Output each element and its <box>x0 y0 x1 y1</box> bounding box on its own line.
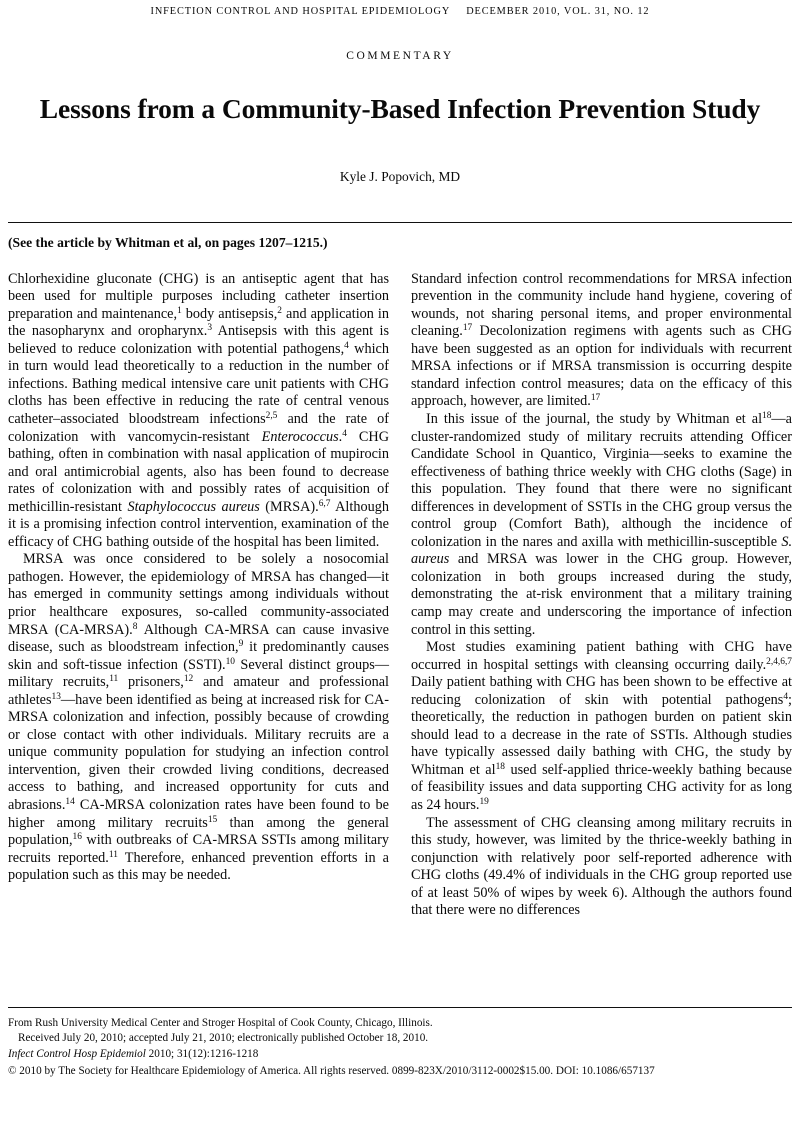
body-paragraph: In this issue of the journal, the study by Whitman et $al^{18}—a$ cluster-randomized study of military recruits attending Officer Candidate School in Quantico, Virginia—seeks to examine the effectiveness of bathing thrice weekly with CHG cloths (Sage) in this population. They found that there were no significant differences in development of SSTIs in the CHG group versus the control group (Comfort Bath), although the incidence of colonization in the nares and axilla with methicillin-susceptible S. aureus and MRSA was lower in the CHG group. However, colonization in both groups increased during the study, demonstrating the at-risk environment that a military training camp may create and underscoring the importance of infection control in this setting. <box>411 411 792 638</box>
right-column <box>411 271 792 920</box>
see-article-note: (See the article by Whitman et al, on pages 1207–1215.) <box>8 234 328 250</box>
author-byline: Kyle J. Popovich, MD <box>339 168 461 184</box>
body-paragraph: Most studies examining patient bathing with CHG have occurred in hospital settings with cleansing occurring daily.$^{2,4,6,7}$ Daily patient bathing with CHG has been shown to be effective at reducing colonization of skin with potential pathogens$^4$; theoretically, the reduction in pathogen burden on patient skin should lead to a decrease in the rate of SSTIs. Although studies have typically assessed daily bathing with CHG, the study by Whitman et $al^{18}$ used self-applied thrice-weekly bathing because of feasibility issues and data supporting CHG activity for as long as 24 hours.$^{19}$ <box>411 639 792 814</box>
body-paragraph: The assessment of CHG cleansing among military recruits in this study, however, was limited by the thrice-weekly bathing in conjunction with relatively poor self-reported adherence with CHG cloths (49.4% of individuals in the CHG group reported use of at least 50% of wipes by week 6). Although the authors found that there were no differences <box>411 814 792 919</box>
body-paragraph: MRSA was once considered to be solely a nosocomial pathogen. However, the epidemiology of MRSA has changed—it has emerged in community settings among individuals without prior healthcare exposures, so-called community-associated MRSA (CA-MRSA).$^8$ Although CA-MRSA can cause invasive disease, such as bloodstream infection,$^9$ it predominantly causes skin and soft-tissue infection (SSTI).$^{10}$ Several distinct groups—military recruits,$^{11}$ prisoners,$^{12}$ and amateur and professional athletes$^{13}$—have been identified as being at increased risk for CA-MRSA colonization and infection, possibly because of crowding or close contact with other individuals. Military recruits are a unique community population for studying an infection control intervention, given their crowded living conditions, decreased access to bathing, and increased opportunity for cuts and abrasions.$^{14}$ CA-MRSA colonization rates have been found to be higher among military recruits$^{15}$ than among the general population,$^{16}$ with outbreaks of CA-MRSA SSTIs among military recruits reported.$^{11}$ Therefore, enhanced prevention efforts in a population such as this may be needed. <box>8 551 390 884</box>
footer-affiliation: From Rush University Medical Center and Stroger Hospital of Cook County, Chicago, Illinois. <box>8 1017 433 1030</box>
footer-citation-journal: Infect Control Hosp Epidemiol <box>8 1047 146 1060</box>
section-kicker: COMMENTARY <box>346 50 454 62</box>
page-title: Lessons from a Community-Based Infection Prevention Study <box>39 93 761 124</box>
left-column <box>8 271 389 920</box>
footer-copyright: © 2010 by The Society for Healthcare Epidemiology of America. All rights reserved. 0899-823X/2010/3112-0002$15.00. DOI: 10.1086/657137 <box>8 1064 655 1077</box>
journal-page <box>0 6 800 1123</box>
header-divider <box>8 222 792 223</box>
body-paragraph: Chlorhexidine gluconate (CHG) is an antiseptic agent that has been used for multiple purposes including catheter insertion preparation and maintenance,$^1$ body antisepsis,$^2$ and application in the nasopharynx and oropharynx.$^3$ Antisepsis with this agent is believed to reduce colonization with potential pathogens,$^4$ which in turn would lead theoretically to a reduction in the number of infections. Bathing medical intensive care unit patients with CHG cloths has been effective in reducing the rate of central venous catheter–associated bloodstream infections$^{2,5}$ and the rate of colonization with vancomycin-resistant Enterococcus.$^4$ CHG bathing, often in combination with nasal application of mupirocin and oral antimicrobial agents, also has been found to decrease rates of colonization with and possibly rates of acquisition of methicillin-resistant Staphylococcus aureus (MRSA).$^{6,7}$ Although it is a promising infection control intervention, examination of the efficacy of CHG bathing outside of the hospital has been limited. <box>8 270 389 550</box>
running-head-issue: DECEMBER 2010, VOL. 31, NO. 12 <box>466 6 650 17</box>
body-columns <box>8 271 792 920</box>
footer-received: Received July 20, 2010; accepted July 21, 2010; electronically published October 18, 2010. <box>18 1032 429 1045</box>
footer-divider <box>8 1007 792 1008</box>
page-footer <box>8 1007 792 1079</box>
footer-citation-rest: 2010; 31(12):1216-1218 <box>145 1047 259 1060</box>
running-head <box>8 6 792 17</box>
body-paragraph: Standard infection control recommendations for MRSA infection prevention in the community include hand hygiene, covering of wounds, not sharing personal items, and proper environmental cleaning.$^{17}$ Decolonization regimens with agents such as CHG have been suggested as an option for individuals with recurrent MRSA infections or if MRSA transmission is occurring despite standard infection control measures; data on the efficacy of this approach, however, are limited.$^{17}$ <box>411 270 792 410</box>
footer-citation <box>8 1047 792 1062</box>
running-head-journal: INFECTION CONTROL AND HOSPITAL EPIDEMIOLOGY <box>150 6 451 17</box>
